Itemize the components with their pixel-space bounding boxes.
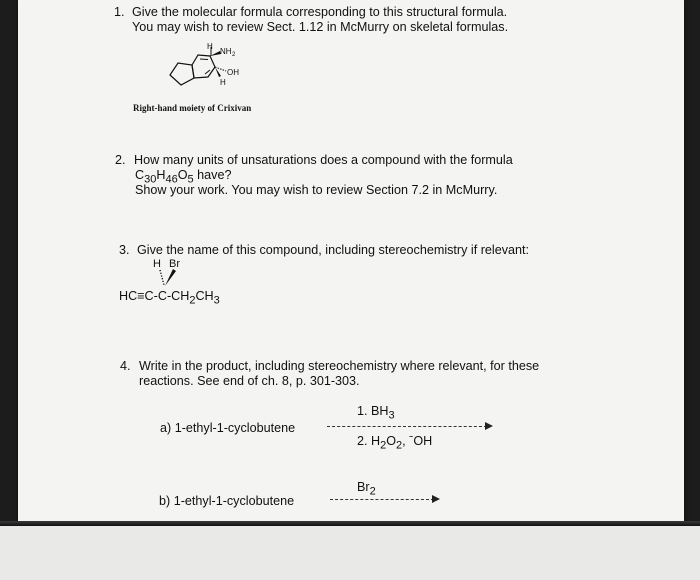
q4b-reactant-label: b) 1-ethyl-1-cyclobutene bbox=[159, 494, 295, 508]
q2-number: 2. bbox=[115, 153, 126, 167]
q3-number: 3. bbox=[119, 243, 130, 257]
q1-struct-h-top: H bbox=[207, 42, 213, 51]
q3-stereocenter-bonds bbox=[143, 256, 203, 292]
q4a-reagent-step2: 2. $H_2O_2$, ˉOH bbox=[357, 434, 433, 452]
q4-number: 4. bbox=[120, 359, 131, 373]
q2-prompt-line3: Show your work. You may wish to review Section 7.2 in McMurry. bbox=[135, 183, 498, 197]
q3-prompt: Give the name of this compound, including stereochemistry if relevant: bbox=[137, 243, 529, 257]
q4-prompt-line2: reactions. See end of ch. 8, p. 301-303. bbox=[139, 374, 360, 388]
page-bottom-margin bbox=[0, 526, 700, 580]
q1-prompt-line2: You may wish to review Sect. 1.12 in McMurry on skeletal formulas. bbox=[132, 20, 509, 34]
worksheet-page bbox=[18, 0, 684, 580]
q4a-arrowhead-icon bbox=[485, 422, 493, 430]
q2-formula: $C_{30}H_{46}O_5$ have? bbox=[135, 168, 232, 186]
q4a-reagent-step1: 1. $BH_3$ bbox=[357, 404, 395, 422]
q2-prompt-line1: How many units of unsaturations does a compound with the formula bbox=[134, 153, 513, 167]
q4b-arrowhead-icon bbox=[432, 495, 440, 503]
crixivan-moiety-structure bbox=[150, 40, 260, 100]
q1-prompt-line1: Give the molecular formula corresponding to this structural formula. bbox=[132, 5, 508, 19]
q1-struct-nh2: NH bbox=[220, 47, 232, 56]
q1-struct-h-bottom: H bbox=[220, 78, 226, 87]
q4a-reaction-arrow-line bbox=[327, 426, 487, 427]
q1-structure-caption: Right-hand moiety of Crixivan bbox=[133, 103, 252, 113]
q4a-reactant-label: a) 1-ethyl-1-cyclobutene bbox=[160, 421, 296, 435]
q3-struct-h: H bbox=[153, 258, 161, 270]
q1-struct-nh2-sub: 2 bbox=[232, 52, 236, 58]
q4-prompt-line1: Write in the product, including stereochemistry where relevant, for these bbox=[139, 359, 540, 373]
q3-structure-chain: $HC\equiv C-C-CH_2CH_3$ bbox=[119, 289, 220, 307]
q4b-reaction-arrow-line bbox=[330, 499, 434, 500]
q3-struct-br: Br bbox=[169, 258, 180, 270]
q1-struct-oh: OH bbox=[227, 68, 239, 77]
q4b-reagent: $Br_2$ bbox=[357, 480, 376, 498]
q1-number: 1. bbox=[114, 5, 125, 19]
